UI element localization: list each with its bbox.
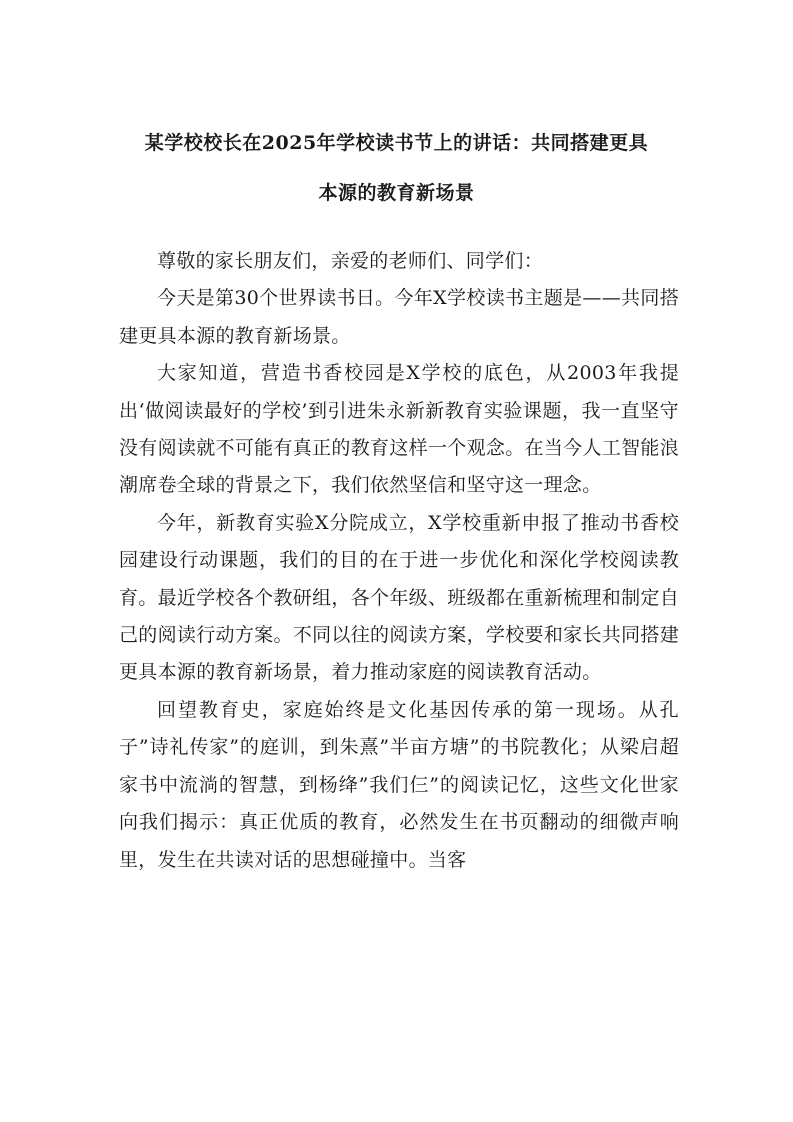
- paragraph-salutation: 尊敬的家长朋友们，亲爱的老师们、同学们：: [157, 250, 544, 272]
- paragraph-education-history: 回望教育史，家庭始终是文化基因传承的第一现场。从孔子”诗礼传家”的庭训，到朱熹”半亩方塘”的书院教化；从梁启超家书中流淌的智慧，到杨绛”我们仨”的阅读记忆，这些文化世家向我们揭示：真正优质的教育，必然发生在书页翻动的细微声响里，发生在共读对话的思想碰撞中。当客: [119, 698, 679, 871]
- paragraph-reading-day: 今天是第30个世界读书日。今年X学校读书主题是——共同搭建更具本源的教育新场景。: [119, 287, 679, 347]
- document-title-line-2: 本源的教育新场景: [318, 182, 475, 204]
- paragraph-school-tradition: 大家知道，营造书香校园是X学校的底色，从2003年我提出‘做阅读最好的学校’到引进朱永新新教育实验课题，我一直坚守没有阅读就不可能有真正的教育这样一个观念。在当今人工智能浪潮席卷全球的背景之下，我们依然坚信和坚守这一理念。: [119, 362, 679, 497]
- paragraph-new-project: 今年，新教育实验X分院成立，X学校重新申报了推动书香校园建设行动课题，我们的目的在于进一步优化和深化学校阅读教育。最近学校各个教研组，各个年级、班级都在重新梳理和制定自己的阅读行动方案。不同以往的阅读方案，学校要和家长共同搭建更具本源的教育新场景，着力推动家庭的阅读教育活动。: [119, 511, 679, 684]
- document-body: [119, 243, 679, 879]
- document-title-line-1: 某学校校长在2025年学校读书节上的讲话：共同搭建更具: [144, 132, 649, 154]
